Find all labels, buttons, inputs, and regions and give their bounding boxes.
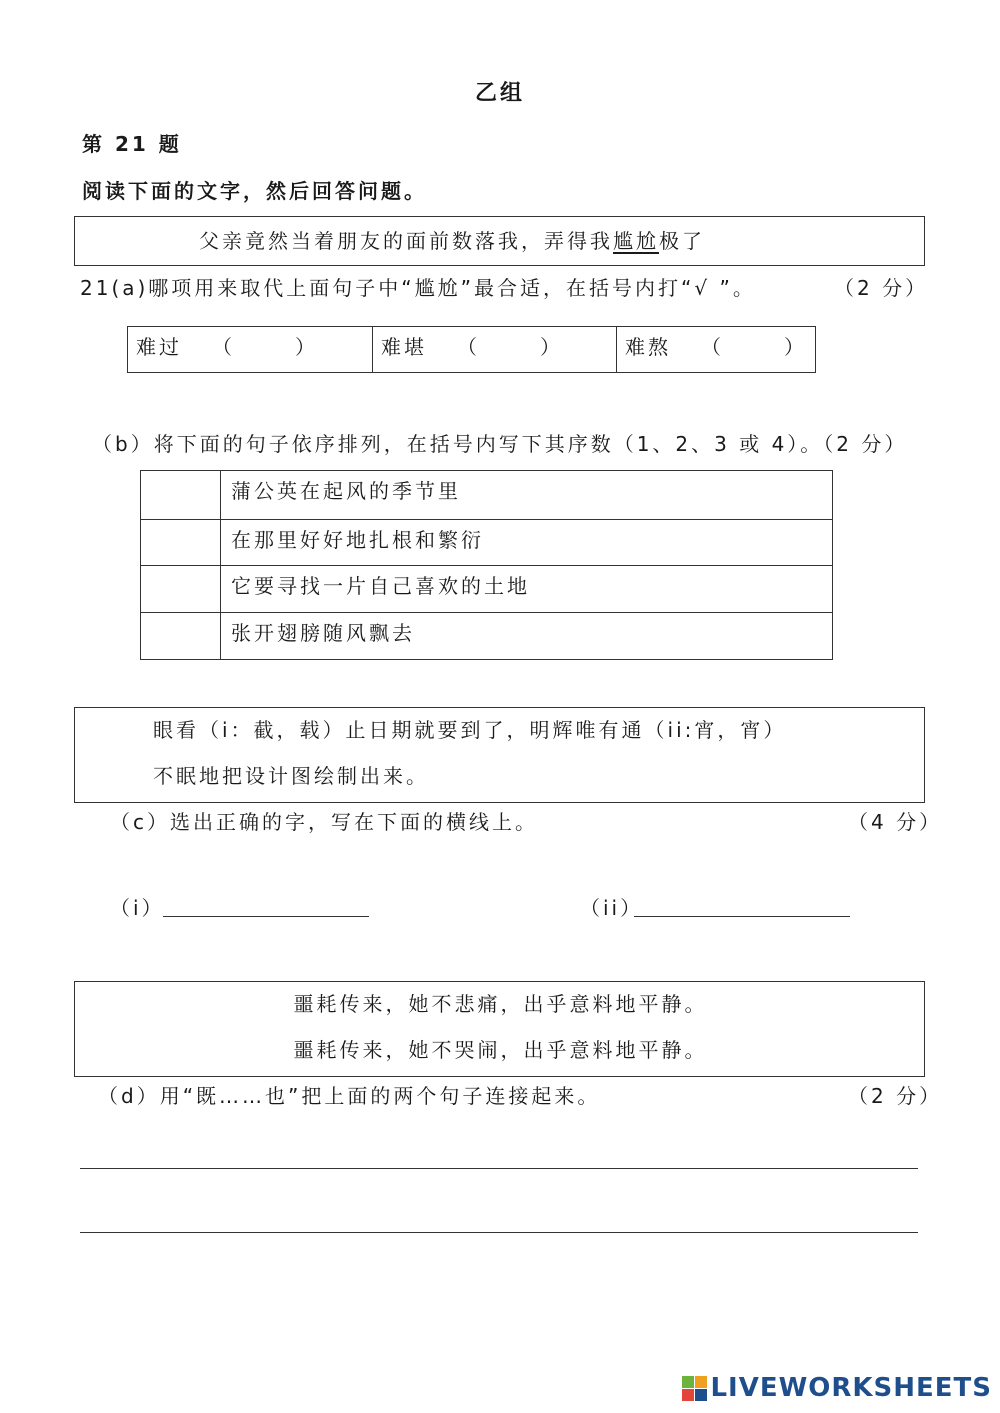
option-answer-input[interactable] [235, 337, 295, 360]
option-answer-input[interactable] [480, 337, 540, 360]
option-open-paren: （ [212, 335, 235, 359]
order-number-cell[interactable] [141, 613, 221, 660]
option-cell [617, 327, 816, 373]
option-open-paren: （ [456, 335, 480, 359]
question-number: 第 21 题 [82, 132, 182, 156]
part-d-sentence-1: 噩耗传来，她不悲痛，出乎意料地平静。 [293, 992, 708, 1016]
liveworksheets-logo [682, 1373, 992, 1403]
order-number-cell[interactable] [141, 520, 221, 566]
part-b-ordering-table [140, 470, 833, 660]
option-close-paren: ） [539, 335, 563, 359]
part-c-passage-box [74, 707, 925, 803]
part-d-marks: （2 分） [848, 1084, 943, 1108]
logo-square-orange [695, 1376, 707, 1388]
answer-label-ii: （ii） [580, 896, 644, 920]
logo-text: LIVEWORKSHEETS [710, 1373, 992, 1403]
logo-square-green [682, 1376, 694, 1388]
sentence-highlight: 尴尬 [613, 229, 659, 253]
part-d-answer-line-2[interactable] [80, 1204, 918, 1233]
order-number-cell[interactable] [141, 471, 221, 520]
part-c-question: （c）选出正确的字，写在下面的横线上。 [110, 810, 538, 834]
instruction: 阅读下面的文字，然后回答问题。 [82, 179, 427, 203]
part-a-marks: （2 分） [834, 276, 929, 300]
option-label: 难堪 [380, 335, 427, 359]
order-sentence: 它要寻找一片自己喜欢的土地 [221, 566, 833, 613]
order-sentence: 张开翅膀随风飘去 [221, 613, 833, 660]
part-d-question: （d）用“既……也”把上面的两个句子连接起来。 [98, 1084, 601, 1108]
option-label: 难过 [136, 335, 182, 359]
answer-input-i[interactable] [163, 890, 369, 917]
logo-square-red [682, 1389, 694, 1401]
part-d-answer-line-1[interactable] [80, 1140, 918, 1169]
option-label: 难熬 [625, 335, 671, 359]
part-b-question: （b）将下面的句子依序排列，在括号内写下其序数（1、2、3 或 4）。（2 分） [92, 432, 908, 456]
part-a-question: 21(a)哪项用来取代上面句子中“尴尬”最合适，在括号内打“√ ”。 [80, 276, 756, 300]
logo-square-blue [695, 1389, 707, 1401]
option-cell [372, 327, 616, 373]
group-title: 乙组 [474, 81, 525, 106]
answer-label-i: （i） [110, 896, 165, 920]
order-sentence: 蒲公英在起风的季节里 [221, 471, 833, 520]
option-close-paren: ） [295, 335, 318, 359]
part-d-sentence-2: 噩耗传来，她不哭闹，出乎意料地平静。 [293, 1038, 708, 1062]
sentence-after: 极了 [659, 229, 705, 253]
option-cell [128, 327, 373, 373]
answer-input-ii[interactable] [634, 890, 850, 917]
option-close-paren: ） [784, 335, 807, 359]
order-sentence: 在那里好好地扎根和繁衍 [221, 520, 833, 566]
part-a-sentence [199, 225, 705, 254]
option-open-paren: （ [701, 335, 724, 359]
part-a-options-table [127, 326, 816, 373]
part-d-passage-box [74, 981, 925, 1077]
part-a-passage-box [74, 216, 925, 266]
order-number-cell[interactable] [141, 566, 221, 613]
sentence-before: 父亲竟然当着朋友的面前数落我，弄得我 [199, 229, 613, 253]
part-c-marks: （4 分） [848, 810, 943, 834]
passage-line-2: 不眠地把设计图绘制出来。 [153, 764, 429, 788]
option-answer-input[interactable] [724, 337, 784, 360]
passage-line-1: 眼看（i：截，载）止日期就要到了，明辉唯有通（ii:宵，宵） [153, 718, 787, 742]
logo-mark-icon [682, 1376, 707, 1401]
